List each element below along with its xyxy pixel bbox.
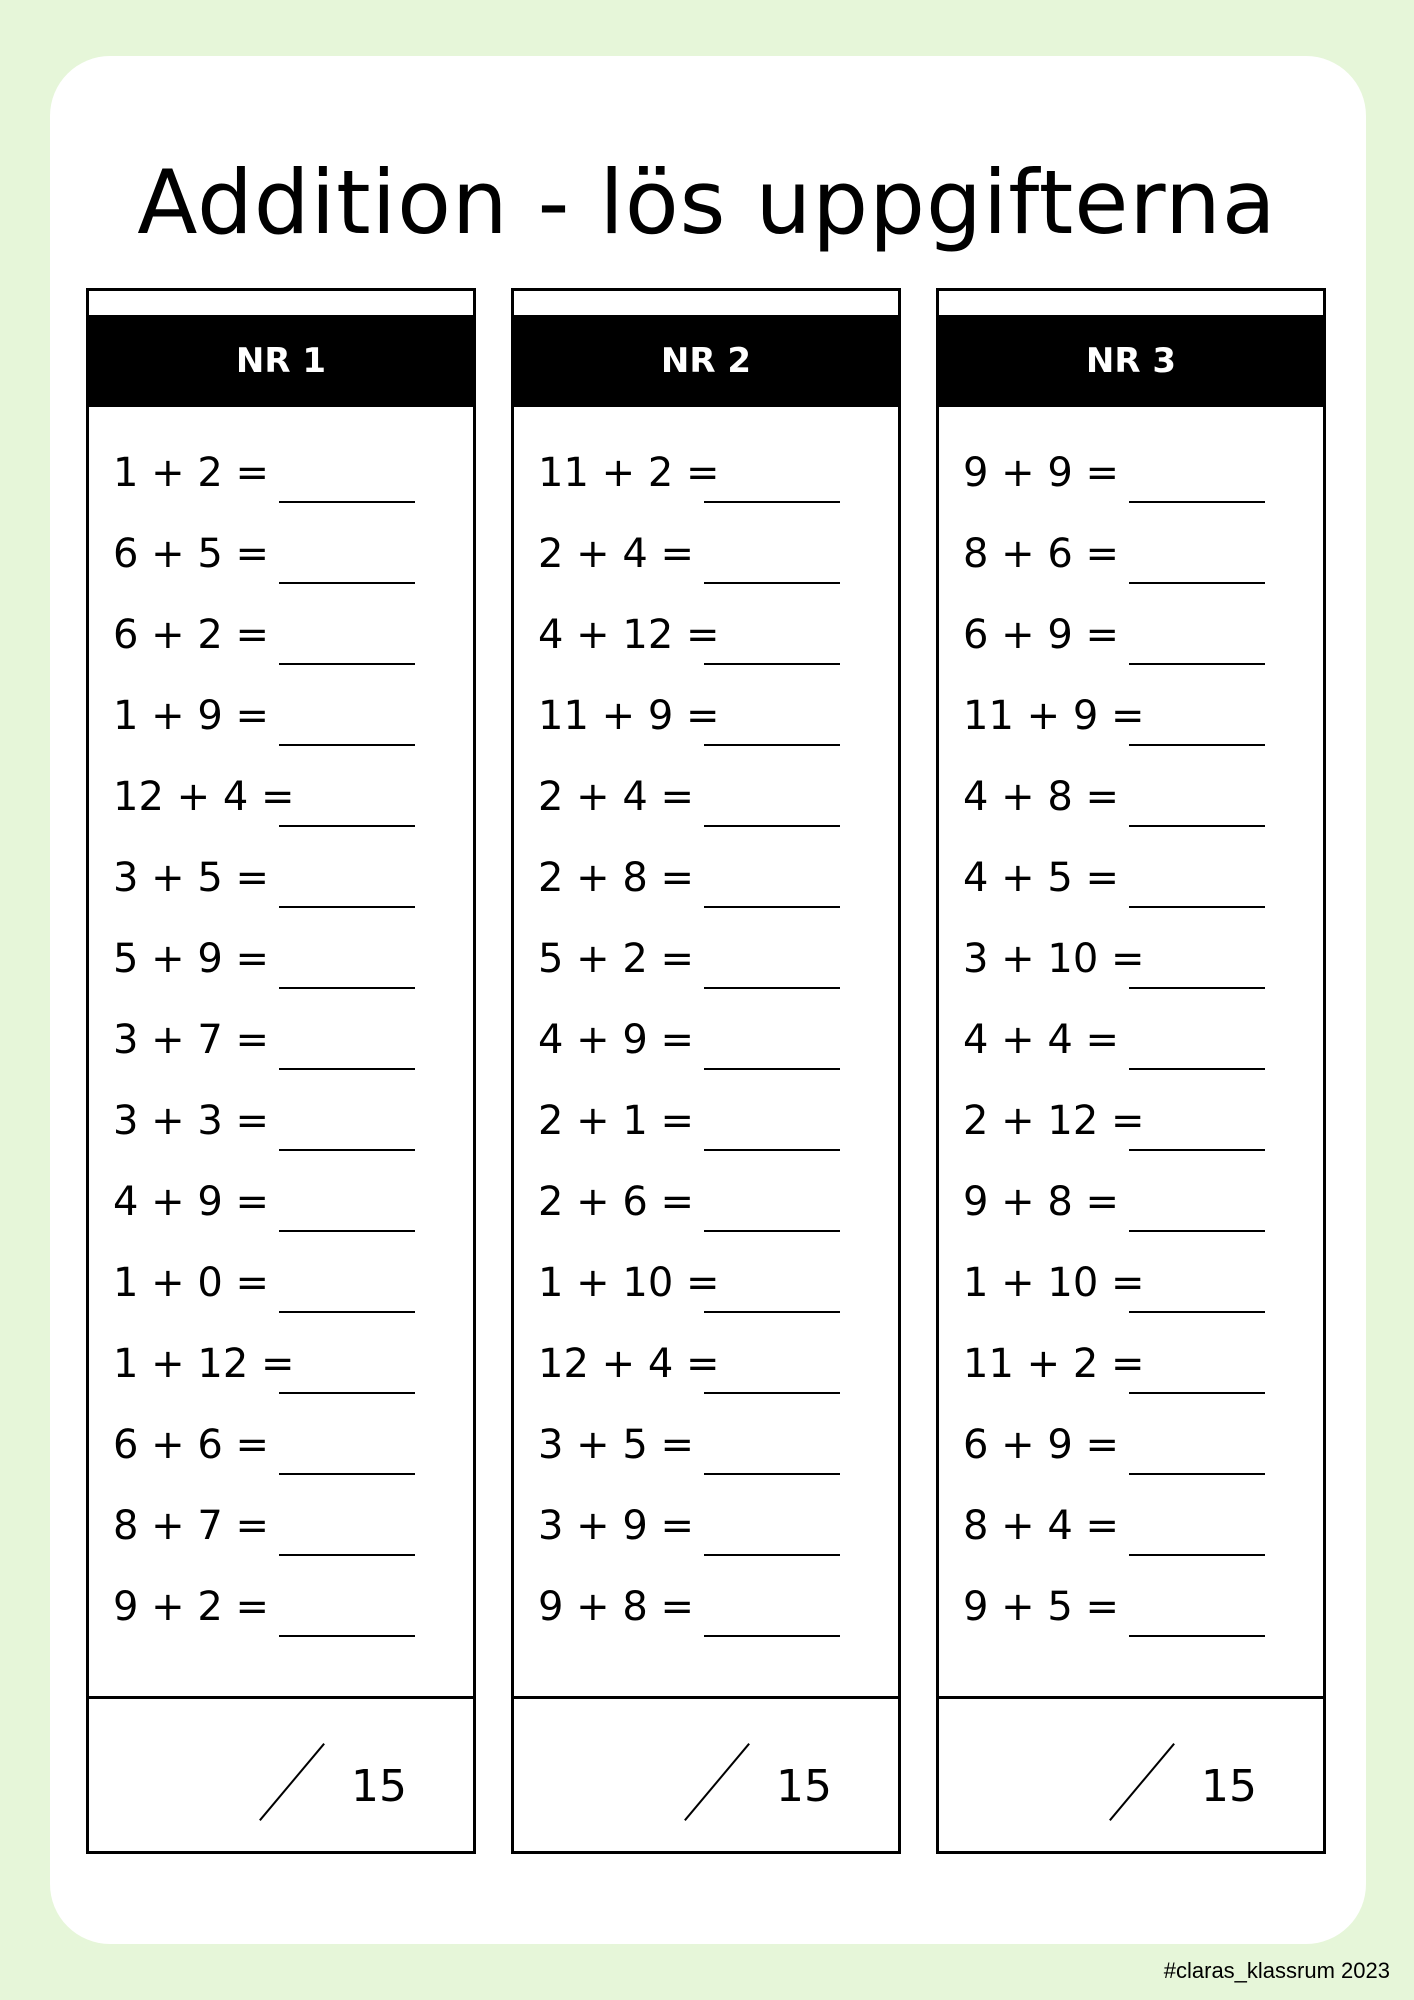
- problem-row: [939, 846, 1323, 927]
- problem-expression: 8 + 7 =: [113, 1503, 270, 1549]
- problem-expression: 9 + 9 =: [963, 450, 1120, 496]
- answer-blank[interactable]: [279, 1230, 415, 1232]
- problem-row: [939, 522, 1323, 603]
- answer-blank[interactable]: [1129, 1230, 1265, 1232]
- answer-blank[interactable]: [1129, 1149, 1265, 1151]
- problem-expression: 12 + 4 =: [538, 1341, 720, 1387]
- problem-row: [89, 1494, 473, 1575]
- score-slash: [259, 1743, 325, 1821]
- problem-row: [89, 1089, 473, 1170]
- answer-blank[interactable]: [279, 1392, 415, 1394]
- problem-expression: 5 + 2 =: [538, 936, 695, 982]
- problem-expression: 1 + 0 =: [113, 1260, 270, 1306]
- answer-blank[interactable]: [1129, 1473, 1265, 1475]
- problem-expression: 3 + 10 =: [963, 936, 1145, 982]
- problem-row: [939, 1170, 1323, 1251]
- problem-row: [89, 522, 473, 603]
- problem-row: [514, 1332, 898, 1413]
- answer-blank[interactable]: [704, 987, 840, 989]
- problem-row: [89, 1575, 473, 1656]
- score-box: [939, 1696, 1323, 1851]
- problem-expression: 9 + 2 =: [113, 1584, 270, 1630]
- problem-expression: 2 + 6 =: [538, 1179, 695, 1225]
- problem-list: [939, 441, 1323, 1656]
- answer-blank[interactable]: [279, 1635, 415, 1637]
- answer-blank[interactable]: [1129, 582, 1265, 584]
- problem-row: [514, 1170, 898, 1251]
- problem-row: [89, 1170, 473, 1251]
- page-title: Addition - lös uppgifterna: [137, 150, 1277, 254]
- problem-row: [514, 927, 898, 1008]
- answer-blank[interactable]: [1129, 906, 1265, 908]
- answer-blank[interactable]: [704, 825, 840, 827]
- problem-expression: 3 + 3 =: [113, 1098, 270, 1144]
- problem-expression: 2 + 1 =: [538, 1098, 695, 1144]
- answer-blank[interactable]: [279, 1554, 415, 1556]
- problem-expression: 1 + 2 =: [113, 450, 270, 496]
- problem-row: [514, 1413, 898, 1494]
- answer-blank[interactable]: [704, 1230, 840, 1232]
- problem-expression: 4 + 9 =: [538, 1017, 695, 1063]
- problem-expression: 11 + 9 =: [963, 693, 1145, 739]
- problem-expression: 11 + 2 =: [538, 450, 720, 496]
- score-total: 15: [351, 1761, 407, 1812]
- answer-blank[interactable]: [279, 1311, 415, 1313]
- problem-row: [514, 441, 898, 522]
- answer-blank[interactable]: [704, 663, 840, 665]
- problem-expression: 11 + 9 =: [538, 693, 720, 739]
- problem-row: [89, 684, 473, 765]
- answer-blank[interactable]: [279, 501, 415, 503]
- problem-expression: 4 + 8 =: [963, 774, 1120, 820]
- answer-blank[interactable]: [279, 744, 415, 746]
- score-slash: [684, 1743, 750, 1821]
- problem-row: [939, 927, 1323, 1008]
- problem-row: [939, 1494, 1323, 1575]
- problem-row: [89, 603, 473, 684]
- answer-blank[interactable]: [704, 1149, 840, 1151]
- problem-expression: 11 + 2 =: [963, 1341, 1145, 1387]
- problem-row: [514, 846, 898, 927]
- problem-expression: 1 + 9 =: [113, 693, 270, 739]
- answer-blank[interactable]: [279, 663, 415, 665]
- problem-expression: 9 + 8 =: [538, 1584, 695, 1630]
- column-header: NR 3: [939, 315, 1323, 407]
- answer-blank[interactable]: [1129, 1554, 1265, 1556]
- problem-expression: 1 + 10 =: [538, 1260, 720, 1306]
- problem-row: [514, 1575, 898, 1656]
- answer-blank[interactable]: [1129, 1068, 1265, 1070]
- problem-row: [514, 522, 898, 603]
- problem-expression: 9 + 8 =: [963, 1179, 1120, 1225]
- problem-expression: 6 + 9 =: [963, 612, 1120, 658]
- problem-row: [514, 1251, 898, 1332]
- answer-blank[interactable]: [1129, 1311, 1265, 1313]
- problem-row: [89, 846, 473, 927]
- problem-row: [939, 1251, 1323, 1332]
- answer-blank[interactable]: [704, 1635, 840, 1637]
- answer-blank[interactable]: [279, 582, 415, 584]
- answer-blank[interactable]: [279, 1068, 415, 1070]
- problem-expression: 3 + 7 =: [113, 1017, 270, 1063]
- problem-row: [939, 1332, 1323, 1413]
- problem-row: [89, 1251, 473, 1332]
- score-box: [514, 1696, 898, 1851]
- column-header: NR 1: [89, 315, 473, 407]
- column-header: NR 2: [514, 315, 898, 407]
- problem-expression: 8 + 6 =: [963, 531, 1120, 577]
- problem-expression: 1 + 12 =: [113, 1341, 295, 1387]
- answer-blank[interactable]: [1129, 1392, 1265, 1394]
- score-slash: [1109, 1743, 1175, 1821]
- problem-expression: 6 + 9 =: [963, 1422, 1120, 1468]
- score-total: 15: [1201, 1761, 1257, 1812]
- answer-blank[interactable]: [704, 906, 840, 908]
- problem-row: [939, 1575, 1323, 1656]
- problem-expression: 3 + 9 =: [538, 1503, 695, 1549]
- problem-expression: 5 + 9 =: [113, 936, 270, 982]
- answer-blank[interactable]: [279, 1473, 415, 1475]
- problem-row: [89, 1008, 473, 1089]
- answer-blank[interactable]: [704, 1554, 840, 1556]
- problem-row: [939, 603, 1323, 684]
- score-box: [89, 1696, 473, 1851]
- answer-blank[interactable]: [704, 744, 840, 746]
- problem-expression: 6 + 2 =: [113, 612, 270, 658]
- worksheet-column-3: [936, 288, 1326, 1854]
- problem-expression: 4 + 5 =: [963, 855, 1120, 901]
- problem-row: [939, 1089, 1323, 1170]
- answer-blank[interactable]: [1129, 744, 1265, 746]
- problem-expression: 2 + 4 =: [538, 774, 695, 820]
- problem-row: [514, 1008, 898, 1089]
- problem-row: [89, 927, 473, 1008]
- problem-expression: 3 + 5 =: [113, 855, 270, 901]
- worksheet-column-1: [86, 288, 476, 1854]
- problem-row: [514, 684, 898, 765]
- answer-blank[interactable]: [279, 987, 415, 989]
- worksheet-column-2: [511, 288, 901, 1854]
- problem-row: [89, 1332, 473, 1413]
- answer-blank[interactable]: [279, 825, 415, 827]
- problem-row: [939, 684, 1323, 765]
- problem-expression: 3 + 5 =: [538, 1422, 695, 1468]
- problem-expression: 4 + 12 =: [538, 612, 720, 658]
- answer-blank[interactable]: [1129, 663, 1265, 665]
- problem-expression: 8 + 4 =: [963, 1503, 1120, 1549]
- footer-hashtag: #claras_klassrum 2023: [1163, 1958, 1390, 1983]
- answer-blank[interactable]: [704, 1311, 840, 1313]
- problem-row: [514, 1494, 898, 1575]
- answer-blank[interactable]: [1129, 987, 1265, 989]
- problem-expression: 2 + 12 =: [963, 1098, 1145, 1144]
- problem-expression: 2 + 8 =: [538, 855, 695, 901]
- answer-blank[interactable]: [704, 1068, 840, 1070]
- problem-row: [89, 441, 473, 522]
- problem-expression: 6 + 6 =: [113, 1422, 270, 1468]
- problem-row: [514, 765, 898, 846]
- answer-blank[interactable]: [1129, 1635, 1265, 1637]
- problem-row: [939, 1008, 1323, 1089]
- answer-blank[interactable]: [279, 906, 415, 908]
- problem-row: [89, 765, 473, 846]
- problem-expression: 12 + 4 =: [113, 774, 295, 820]
- problem-row: [89, 1413, 473, 1494]
- score-total: 15: [776, 1761, 832, 1812]
- answer-blank[interactable]: [704, 501, 840, 503]
- answer-blank[interactable]: [704, 1392, 840, 1394]
- problem-expression: 6 + 5 =: [113, 531, 270, 577]
- problem-row: [939, 765, 1323, 846]
- answer-blank[interactable]: [1129, 501, 1265, 503]
- answer-blank[interactable]: [279, 1149, 415, 1151]
- answer-blank[interactable]: [1129, 825, 1265, 827]
- problem-expression: 4 + 4 =: [963, 1017, 1120, 1063]
- problem-expression: 4 + 9 =: [113, 1179, 270, 1225]
- problem-row: [939, 441, 1323, 522]
- answer-blank[interactable]: [704, 582, 840, 584]
- problem-row: [514, 603, 898, 684]
- answer-blank[interactable]: [704, 1473, 840, 1475]
- problem-expression: 2 + 4 =: [538, 531, 695, 577]
- problem-expression: 9 + 5 =: [963, 1584, 1120, 1630]
- problem-expression: 1 + 10 =: [963, 1260, 1145, 1306]
- problem-list: [89, 441, 473, 1656]
- problem-row: [514, 1089, 898, 1170]
- problem-row: [939, 1413, 1323, 1494]
- problem-list: [514, 441, 898, 1656]
